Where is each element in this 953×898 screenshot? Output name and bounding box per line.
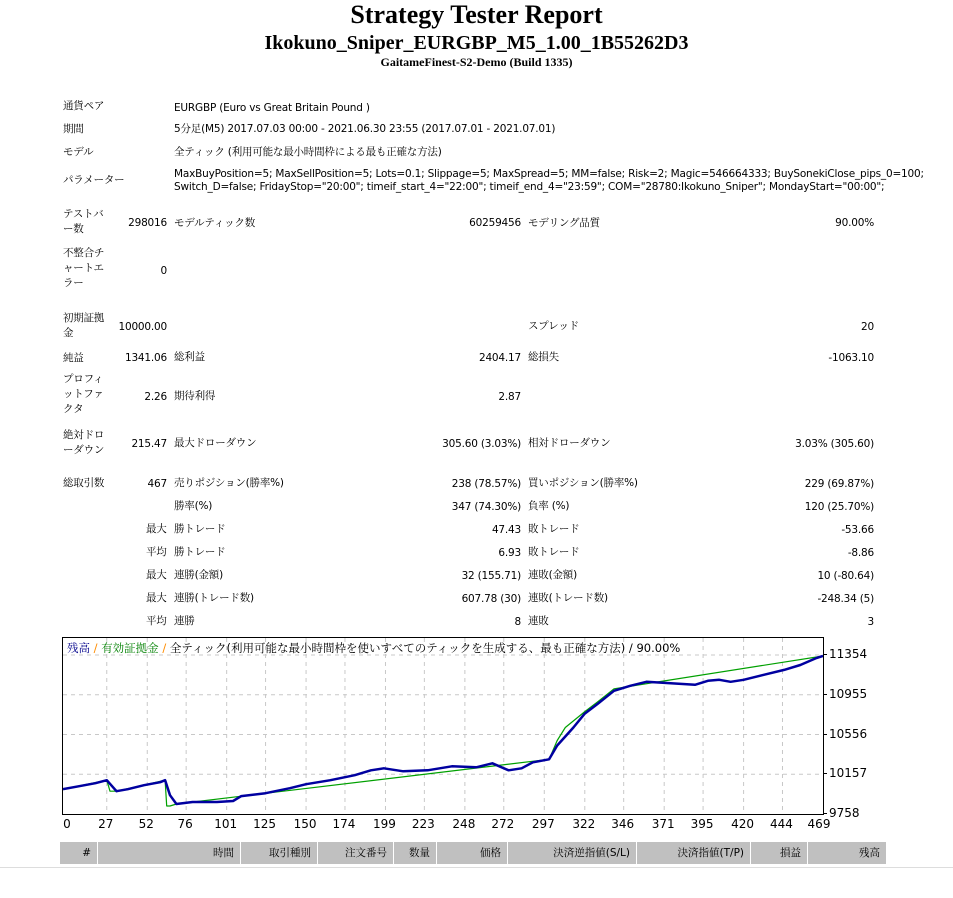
net-profit-label: 純益	[63, 352, 84, 364]
col-price: 価格	[437, 842, 507, 864]
avg-loss-label: 敗トレード	[528, 546, 580, 558]
avg-cons-loss-value: 3	[867, 616, 874, 628]
max-cons-win-count-label: 連勝(トレード数)	[174, 592, 254, 604]
max-loss-label: 敗トレード	[528, 523, 580, 535]
col-type: 取引種別	[241, 842, 317, 864]
avg-prefix: 平均	[146, 546, 167, 558]
profit-factor-label: プロフィットファクタ	[63, 373, 104, 415]
max-cons-win-count-value: 607.78 (30)	[461, 593, 521, 605]
expected-payoff-label: 期待利得	[174, 390, 216, 402]
deposit-value: 10000.00	[118, 321, 167, 333]
x-tick-label: 76	[177, 817, 193, 831]
rel-drawdown-value: 3.03% (305.60)	[795, 438, 874, 450]
legend-equity: 有効証拠金	[101, 641, 159, 655]
abs-drawdown-label: 絶対ドローダウン	[63, 429, 105, 456]
y-tick-label: 10955	[829, 686, 868, 701]
y-tick-mark	[823, 694, 827, 695]
max-cons-loss-amount-value: 10 (-80.64)	[817, 570, 874, 582]
x-tick-label: 272	[491, 817, 515, 831]
x-tick-label: 346	[611, 817, 635, 831]
gross-loss-label: 総損失	[528, 351, 559, 363]
spread-label: スプレッド	[528, 320, 579, 332]
symbol-label: 通貨ペア	[63, 100, 105, 112]
x-tick-label: 371	[651, 817, 675, 831]
ticks-label: モデルティック数	[174, 217, 256, 229]
x-tick-label: 420	[731, 817, 755, 831]
legend-balance: 残高	[67, 641, 90, 655]
x-tick-label: 322	[572, 817, 596, 831]
total-trades-value: 467	[147, 478, 167, 490]
x-tick-label: 27	[98, 817, 114, 831]
short-positions-label: 売りポジション(勝率%)	[174, 477, 284, 489]
quality-label: モデリング品質	[528, 217, 600, 229]
expert-name: Ikokuno_Sniper_EURGBP_M5_1.00_1B55262D3	[264, 32, 689, 54]
period-value: 5分足(M5) 2017.07.03 00:00 - 2021.06.30 23:55 (2017.07.01 - 2021.07.01)	[174, 123, 556, 135]
x-tick-label: 101	[214, 817, 238, 831]
quality-value: 90.00%	[835, 217, 874, 229]
short-positions-value: 238 (78.57%)	[451, 478, 521, 490]
x-tick-label: 469	[807, 817, 831, 831]
x-tick-label: 199	[373, 817, 396, 831]
net-profit-value: 1341.06	[124, 352, 167, 364]
col-take-profit: 決済指値(T/P)	[637, 842, 750, 864]
win-rate-value: 347 (74.30%)	[451, 501, 521, 513]
gross-profit-value: 2404.17	[478, 352, 521, 364]
symbol-value: EURGBP (Euro vs Great Britain Pound )	[174, 102, 370, 114]
balance-chart	[62, 637, 824, 815]
max-win-value: 47.43	[491, 524, 521, 536]
avg-win-label: 勝トレード	[174, 546, 226, 558]
spread-value: 20	[861, 321, 874, 333]
deposit-label: 初期証拠金	[63, 312, 105, 339]
col-profit: 損益	[751, 842, 807, 864]
loss-rate-label: 負率 (%)	[528, 500, 570, 512]
col-balance: 残高	[808, 842, 886, 864]
x-tick-label: 150	[293, 817, 317, 831]
x-tick-label: 0	[63, 817, 71, 831]
legend-model-quality: 全ティック(利用可能な最小時間枠を使いすべてのティックを生成する、最も正確な方法) / 90.00%	[169, 641, 681, 655]
legend-separator: /	[90, 641, 102, 655]
avg-cons-win-label: 連勝	[174, 615, 195, 627]
abs-drawdown-value: 215.47	[131, 438, 167, 450]
win-rate-label: 勝率(%)	[174, 500, 213, 512]
rel-drawdown-label: 相対ドローダウン	[528, 437, 611, 449]
profit-factor-value: 2.26	[144, 391, 167, 403]
bars-label: テストバー数	[63, 208, 104, 235]
gross-loss-value: -1063.10	[828, 352, 874, 364]
legend-separator: /	[158, 641, 170, 655]
max-cons-win-amount-value: 32 (155.71)	[461, 570, 521, 582]
long-positions-value: 229 (69.87%)	[804, 478, 874, 490]
y-tick-label: 10157	[829, 766, 868, 781]
ticks-value: 60259456	[469, 217, 521, 229]
y-tick-mark	[823, 734, 827, 735]
max-cons-loss-amount-label: 連敗(金額)	[528, 569, 577, 581]
mismatch-value: 0	[160, 265, 167, 277]
max-cons-loss-count-label: 連敗(トレード数)	[528, 592, 608, 604]
y-tick-mark	[823, 773, 827, 774]
col-stop-loss: 決済逆指値(S/L)	[508, 842, 636, 864]
params-label: パラメーター	[63, 174, 125, 186]
y-tick-label: 10556	[829, 726, 868, 741]
avg-prefix: 平均	[146, 615, 167, 627]
trade-table-header	[60, 842, 887, 864]
col-time: 時間	[98, 842, 240, 864]
total-trades-label: 総取引数	[63, 477, 105, 489]
x-tick-label: 297	[531, 817, 555, 831]
loss-rate-value: 120 (25.70%)	[804, 501, 874, 513]
period-label: 期間	[63, 123, 84, 135]
gross-profit-label: 総利益	[174, 351, 205, 363]
y-tick-mark	[823, 813, 827, 814]
y-tick-mark	[823, 654, 827, 655]
y-tick-label: 9758	[829, 806, 860, 820]
x-tick-label: 52	[138, 817, 154, 831]
max-win-label: 勝トレード	[174, 523, 226, 535]
equity-line	[63, 656, 823, 806]
expected-payoff-value: 2.87	[498, 391, 521, 403]
max-prefix: 最大	[146, 523, 167, 535]
avg-win-value: 6.93	[498, 547, 521, 559]
col-volume: 数量	[394, 842, 436, 864]
max-drawdown-label: 最大ドローダウン	[174, 437, 257, 449]
x-tick-label: 248	[452, 817, 476, 831]
y-tick-label: 11354	[829, 647, 868, 661]
x-tick-label: 125	[253, 817, 276, 831]
max-drawdown-value: 305.60 (3.03%)	[442, 438, 521, 450]
avg-loss-value: -8.86	[847, 547, 874, 559]
model-value: 全ティック (利用可能な最小時間枠による最も正確な方法)	[174, 146, 442, 158]
mismatch-label: 不整合チャートエラー	[63, 247, 105, 289]
x-tick-label: 395	[690, 817, 714, 831]
max-cons-win-amount-label: 連勝(金額)	[174, 569, 223, 581]
params-line-1: MaxBuyPosition=5; MaxSellPosition=5; Lots=0.1; Slippage=5; MaxSpread=5; MM=false; Risk=2; Magic=546664333; BuySonekiClose_pips_0=100;	[174, 168, 924, 180]
max-prefix: 最大	[146, 569, 167, 581]
model-label: モデル	[63, 146, 94, 158]
params-line-2: Switch_D=false; FridayStop="20:00"; timeif_start_4="22:00"; timeif_end_4="23:59"; COM="28780:Ikokuno_Sniper"; MondayStart="00:00";	[174, 181, 885, 193]
col-number: #	[60, 842, 97, 864]
report-title: Strategy Tester Report	[350, 0, 603, 29]
divider	[0, 867, 953, 868]
chart-plot-area	[63, 638, 823, 814]
col-order: 注文番号	[318, 842, 393, 864]
max-prefix: 最大	[146, 592, 167, 604]
chart-legend	[67, 640, 680, 656]
balance-line	[63, 656, 823, 804]
avg-cons-win-value: 8	[514, 616, 521, 628]
bars-value: 298016	[128, 217, 167, 229]
avg-cons-loss-label: 連敗	[528, 615, 549, 627]
x-tick-label: 444	[770, 817, 793, 831]
max-cons-loss-count-value: -248.34 (5)	[817, 593, 874, 605]
x-tick-label: 223	[411, 817, 435, 831]
x-tick-label: 174	[332, 817, 356, 831]
server-build: GaitameFinest-S2-Demo (Build 1335)	[380, 55, 573, 69]
max-loss-value: -53.66	[841, 524, 874, 536]
long-positions-label: 買いポジション(勝率%)	[528, 477, 638, 489]
